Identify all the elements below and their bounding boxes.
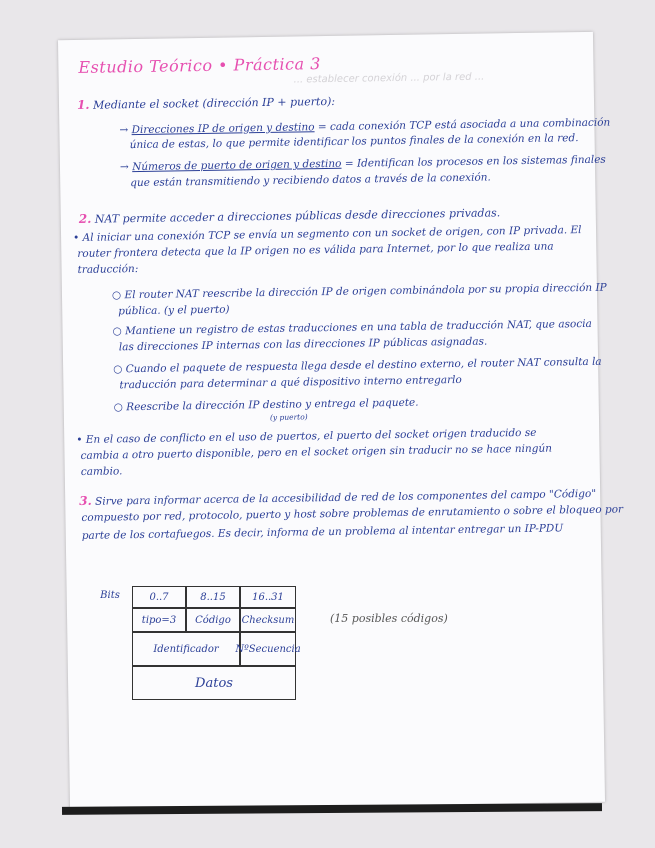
nat-paragraph-line-3: traducción: bbox=[77, 263, 139, 276]
header-cell-16-31: 16..31 bbox=[240, 586, 296, 608]
section-3-number: 3. bbox=[79, 493, 92, 508]
icmp-header-table bbox=[90, 582, 300, 702]
nat-paragraph-line-1: • Al iniciar una conexión TCP se envía un segmento con un socket de origen, con IP privada. El bbox=[73, 224, 582, 245]
nat-step-1-line-2: pública. (y el puerto) bbox=[118, 303, 230, 318]
conflict-line-2: cambia a otro puerto disponible, pero en el socket origen sin traducir no se hace ningún bbox=[80, 442, 553, 462]
section-1-heading: Mediante el socket (dirección IP + puerto): bbox=[92, 94, 336, 112]
bullet-port-underlined: Números de puerto de origen y destino bbox=[132, 157, 342, 174]
checksum-cell: Checksum bbox=[240, 608, 296, 632]
section-2-heading: NAT permite acceder a direcciones públicas desde direcciones privadas. bbox=[94, 206, 501, 226]
nat-paragraph-line-2: router frontera detecta que la IP origen no es válida para Internet, por lo que realiza una bbox=[77, 240, 554, 260]
nat-step-4-note: (y puerto) bbox=[269, 412, 308, 422]
section-3-text: Sirve para informar acerca de la accesibilidad de red de los componentes del campo "Código" bbox=[95, 487, 597, 508]
bullet-ip-line-2: única de estas, lo que permite identificar los puntos finales de la conexión en la red. bbox=[129, 132, 579, 152]
codes-note: (15 posibles códigos) bbox=[330, 612, 448, 625]
page-title: Estudio Teórico • Práctica 3 bbox=[78, 54, 321, 77]
section-1 bbox=[77, 94, 335, 112]
nat-step-3-line-2: traducción para determinar a qué dispositivo interno entregarlo bbox=[119, 373, 462, 392]
bullet-ip-underlined: Direcciones IP de origen y destino bbox=[131, 121, 315, 137]
code-cell: Código bbox=[186, 608, 240, 632]
arrow-icon: → bbox=[119, 161, 129, 174]
section-1-number: 1. bbox=[76, 97, 90, 112]
bullet-port-line-1 bbox=[120, 154, 606, 174]
conflict-line-1: • En el caso de conflicto en el uso de puertos, el puerto del socket origen traducido se bbox=[76, 426, 537, 447]
bullet-port-line-2: que están transmitiendo y recibiendo datos a través de la conexión. bbox=[130, 171, 491, 190]
type-cell: tipo=3 bbox=[132, 608, 186, 632]
bullet-port-text: = Identifican los procesos en los sistemas finales bbox=[344, 153, 606, 170]
nat-step-2-line-2: las direcciones IP internas con las direcciones IP públicas asignadas. bbox=[118, 335, 488, 354]
section-3-line-2: compuesto por red, protocolo, puerto y host sobre problemas de enrutamiento o sobre el bloqueo por bbox=[81, 503, 624, 524]
sequence-cell: NºSecuencia bbox=[240, 632, 296, 666]
section-2 bbox=[79, 205, 501, 226]
section-3-line-3: parte de los cortafuegos. Es decir, informa de un problema al intentar entregar un IP-PDU bbox=[81, 522, 564, 542]
data-cell: Datos bbox=[132, 666, 296, 700]
conflict-line-3: cambio. bbox=[80, 465, 123, 478]
bits-label: Bits bbox=[100, 589, 120, 601]
nat-step-2-line-1: ○ Mantiene un registro de estas traducciones en una tabla de traducción NAT, que asocia bbox=[112, 317, 592, 338]
nat-step-1-line-1: ○ El router NAT reescribe la dirección IP de origen combinándola por su propia dirección IP bbox=[111, 281, 607, 302]
section-2-number: 2. bbox=[78, 211, 92, 226]
nat-step-3-line-1: ○ Cuando el paquete de respuesta llega desde el destino externo, el router NAT consulta la bbox=[113, 355, 602, 376]
arrow-icon: → bbox=[119, 124, 129, 137]
identifier-cell: Identificador bbox=[132, 632, 240, 666]
bleed-through-text: ... establecer conexión ... por la red ... bbox=[293, 71, 485, 86]
bullet-ip-text: = cada conexión TCP está asociada a una combinación bbox=[317, 116, 611, 134]
header-cell-8-15: 8..15 bbox=[186, 586, 240, 608]
header-cell-0-7: 0..7 bbox=[132, 586, 186, 608]
nat-step-4-line-1: ○ Reescribe la dirección IP destino y entrega el paquete. bbox=[113, 396, 419, 414]
